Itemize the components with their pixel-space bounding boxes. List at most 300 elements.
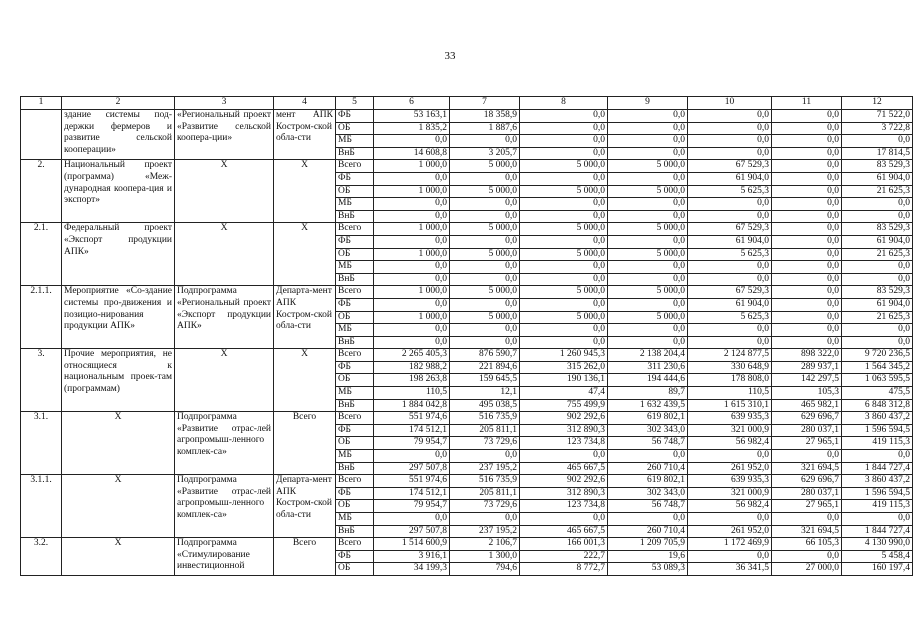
amount-cell: 0,0	[450, 336, 520, 349]
activity-name: Х	[62, 475, 175, 538]
amount-cell: 0,0	[608, 147, 688, 160]
amount-cell: 0,0	[688, 450, 772, 463]
funding-source: ВнБ	[336, 273, 374, 286]
funding-source: ОБ	[336, 500, 374, 513]
amount-cell: 0,0	[688, 513, 772, 526]
amount-cell: 5 000,0	[608, 248, 688, 261]
amount-cell: 5 000,0	[520, 160, 608, 173]
amount-cell: 0,0	[772, 160, 842, 173]
amount-cell: 261 952,0	[688, 525, 772, 538]
amount-cell: 21 625,3	[842, 311, 913, 324]
budget-table	[20, 96, 913, 576]
funding-source: ВнБ	[336, 462, 374, 475]
amount-cell: 0,0	[842, 198, 913, 211]
amount-cell: 516 735,9	[450, 412, 520, 425]
amount-cell: 260 710,4	[608, 462, 688, 475]
amount-cell: 0,0	[520, 450, 608, 463]
amount-cell: 0,0	[450, 261, 520, 274]
amount-cell: 27 965,1	[772, 500, 842, 513]
amount-cell: 2 124 877,5	[688, 349, 772, 362]
amount-cell: 21 625,3	[842, 185, 913, 198]
header-cell: 8	[520, 97, 608, 110]
amount-cell: 0,0	[520, 324, 608, 337]
amount-cell: 5 000,0	[608, 286, 688, 299]
activity-name: Национальный проект (программа) «Меж-дународная коопера-ция и экспорт»	[62, 160, 175, 223]
amount-cell: 0,0	[608, 198, 688, 211]
header-cell: 10	[688, 97, 772, 110]
amount-cell: 1 596 594,5	[842, 424, 913, 437]
amount-cell: 0,0	[520, 135, 608, 148]
amount-cell: 551 974,6	[374, 412, 450, 425]
amount-cell: 0,0	[772, 223, 842, 236]
amount-cell: 0,0	[520, 261, 608, 274]
amount-cell: 56 982,4	[688, 437, 772, 450]
funding-source: ФБ	[336, 235, 374, 248]
table-row	[21, 160, 913, 173]
row-number: 3.1.	[21, 412, 62, 475]
table-row	[21, 475, 913, 488]
amount-cell: 6 848 312,8	[842, 399, 913, 412]
activity-name: Х	[62, 538, 175, 576]
amount-cell: 0,0	[520, 122, 608, 135]
responsible-executor: Департа-мент АПК Костром-ской обла-сти	[274, 475, 336, 538]
responsible-executor: Всего	[274, 412, 336, 475]
amount-cell: 0,0	[374, 261, 450, 274]
amount-cell: 5 000,0	[520, 185, 608, 198]
amount-cell: 0,0	[520, 172, 608, 185]
row-number: 3.1.1.	[21, 475, 62, 538]
amount-cell: 56 748,7	[608, 437, 688, 450]
amount-cell: 5 625,3	[688, 185, 772, 198]
amount-cell: 205 811,1	[450, 424, 520, 437]
amount-cell: 0,0	[772, 450, 842, 463]
amount-cell: 4 130 990,0	[842, 538, 913, 551]
amount-cell: 321 000,9	[688, 487, 772, 500]
amount-cell: 67 529,3	[688, 286, 772, 299]
amount-cell: 280 037,1	[772, 424, 842, 437]
amount-cell: 5 000,0	[450, 248, 520, 261]
amount-cell: 495 038,5	[450, 399, 520, 412]
amount-cell: 289 937,1	[772, 361, 842, 374]
amount-cell: 330 648,9	[688, 361, 772, 374]
amount-cell: 174 512,1	[374, 487, 450, 500]
amount-cell: 0,0	[608, 172, 688, 185]
amount-cell: 0,0	[842, 273, 913, 286]
amount-cell: 61 904,0	[842, 235, 913, 248]
amount-cell: 419 115,3	[842, 437, 913, 450]
amount-cell: 465 667,5	[520, 525, 608, 538]
amount-cell: 619 802,1	[608, 412, 688, 425]
amount-cell: 237 195,2	[450, 525, 520, 538]
amount-cell: 27 965,1	[772, 437, 842, 450]
amount-cell: 222,7	[520, 550, 608, 563]
amount-cell: 105,3	[772, 387, 842, 400]
row-number: 2.	[21, 160, 62, 223]
amount-cell: 0,0	[374, 513, 450, 526]
funding-source: ОБ	[336, 248, 374, 261]
amount-cell: 0,0	[688, 336, 772, 349]
funding-source: ФБ	[336, 487, 374, 500]
amount-cell: 83 529,3	[842, 286, 913, 299]
amount-cell: 1 300,0	[450, 550, 520, 563]
table-row	[21, 538, 913, 551]
responsible-executor: Х	[274, 349, 336, 412]
amount-cell: 465 982,1	[772, 399, 842, 412]
amount-cell: 3 860 437,2	[842, 412, 913, 425]
funding-source: ФБ	[336, 172, 374, 185]
funding-source: ВнБ	[336, 399, 374, 412]
amount-cell: 0,0	[450, 513, 520, 526]
amount-cell: 0,0	[772, 185, 842, 198]
responsible-executor: Департа-мент АПК Костром-ской обла-сти	[274, 286, 336, 349]
funding-source: ОБ	[336, 122, 374, 135]
program-name: Х	[175, 349, 274, 412]
amount-cell: 0,0	[374, 298, 450, 311]
amount-cell: 0,0	[608, 513, 688, 526]
table-row	[21, 349, 913, 362]
amount-cell: 312 890,3	[520, 487, 608, 500]
amount-cell: 67 529,3	[688, 223, 772, 236]
amount-cell: 260 710,4	[608, 525, 688, 538]
amount-cell: 0,0	[772, 210, 842, 223]
amount-cell: 0,0	[772, 135, 842, 148]
amount-cell: 1 000,0	[374, 286, 450, 299]
amount-cell: 629 696,7	[772, 412, 842, 425]
amount-cell: 14 608,8	[374, 147, 450, 160]
amount-cell: 0,0	[374, 450, 450, 463]
header-cell: 5	[336, 97, 374, 110]
amount-cell: 321 000,9	[688, 424, 772, 437]
funding-source: ВнБ	[336, 210, 374, 223]
amount-cell: 5 000,0	[608, 223, 688, 236]
amount-cell: 755 499,9	[520, 399, 608, 412]
amount-cell: 0,0	[688, 147, 772, 160]
amount-cell: 0,0	[450, 135, 520, 148]
amount-cell: 0,0	[608, 450, 688, 463]
amount-cell: 475,5	[842, 387, 913, 400]
amount-cell: 321 694,5	[772, 462, 842, 475]
amount-cell: 315 262,0	[520, 361, 608, 374]
amount-cell: 0,0	[772, 147, 842, 160]
amount-cell: 27 000,0	[772, 563, 842, 576]
amount-cell: 0,0	[772, 286, 842, 299]
amount-cell: 83 529,3	[842, 223, 913, 236]
amount-cell: 66 105,3	[772, 538, 842, 551]
amount-cell: 0,0	[688, 550, 772, 563]
amount-cell: 237 195,2	[450, 462, 520, 475]
funding-source: ФБ	[336, 298, 374, 311]
amount-cell: 0,0	[842, 450, 913, 463]
amount-cell: 0,0	[842, 135, 913, 148]
amount-cell: 1 596 594,5	[842, 487, 913, 500]
amount-cell: 79 954,7	[374, 500, 450, 513]
amount-cell: 1 172 469,9	[688, 538, 772, 551]
amount-cell: 0,0	[374, 235, 450, 248]
amount-cell: 1 000,0	[374, 311, 450, 324]
responsible-executor: Х	[274, 160, 336, 223]
amount-cell: 902 292,6	[520, 412, 608, 425]
amount-cell: 0,0	[772, 248, 842, 261]
row-number: 3.	[21, 349, 62, 412]
header-cell: 7	[450, 97, 520, 110]
amount-cell: 159 645,5	[450, 374, 520, 387]
amount-cell: 0,0	[520, 198, 608, 211]
amount-cell: 19,6	[608, 550, 688, 563]
header-cell: 6	[374, 97, 450, 110]
amount-cell: 8 772,7	[520, 563, 608, 576]
amount-cell: 0,0	[772, 336, 842, 349]
funding-source: МБ	[336, 387, 374, 400]
amount-cell: 0,0	[374, 273, 450, 286]
table-row	[21, 223, 913, 236]
funding-source: ОБ	[336, 563, 374, 576]
funding-source: ОБ	[336, 311, 374, 324]
amount-cell: 110,5	[374, 387, 450, 400]
program-name: Подпрограмма «Стимулирование инвестиционной	[175, 538, 274, 576]
amount-cell: 0,0	[772, 198, 842, 211]
amount-cell: 1 000,0	[374, 160, 450, 173]
amount-cell: 0,0	[772, 324, 842, 337]
amount-cell: 0,0	[772, 311, 842, 324]
amount-cell: 47,4	[520, 387, 608, 400]
funding-source: ВнБ	[336, 336, 374, 349]
amount-cell: 1 615 310,1	[688, 399, 772, 412]
amount-cell: 5 458,4	[842, 550, 913, 563]
amount-cell: 261 952,0	[688, 462, 772, 475]
amount-cell: 61 904,0	[688, 298, 772, 311]
amount-cell: 0,0	[608, 110, 688, 123]
amount-cell: 205 811,1	[450, 487, 520, 500]
amount-cell: 1 835,2	[374, 122, 450, 135]
amount-cell: 1 564 345,2	[842, 361, 913, 374]
funding-source: МБ	[336, 450, 374, 463]
amount-cell: 5 000,0	[608, 311, 688, 324]
amount-cell: 67 529,3	[688, 160, 772, 173]
header-cell: 3	[175, 97, 274, 110]
funding-source: ВнБ	[336, 525, 374, 538]
amount-cell: 18 358,9	[450, 110, 520, 123]
amount-cell: 0,0	[688, 210, 772, 223]
amount-cell: 0,0	[772, 298, 842, 311]
amount-cell: 0,0	[772, 172, 842, 185]
amount-cell: 5 000,0	[520, 223, 608, 236]
amount-cell: 83 529,3	[842, 160, 913, 173]
amount-cell: 61 904,0	[688, 172, 772, 185]
amount-cell: 0,0	[520, 235, 608, 248]
amount-cell: 302 343,0	[608, 487, 688, 500]
amount-cell: 56 748,7	[608, 500, 688, 513]
amount-cell: 1 000,0	[374, 248, 450, 261]
amount-cell: 1 844 727,4	[842, 525, 913, 538]
amount-cell: 0,0	[520, 513, 608, 526]
amount-cell: 12,1	[450, 387, 520, 400]
amount-cell: 5 625,3	[688, 311, 772, 324]
amount-cell: 0,0	[374, 336, 450, 349]
amount-cell: 1 209 705,9	[608, 538, 688, 551]
amount-cell: 5 000,0	[608, 160, 688, 173]
amount-cell: 3 916,1	[374, 550, 450, 563]
amount-cell: 0,0	[374, 210, 450, 223]
amount-cell: 321 694,5	[772, 525, 842, 538]
amount-cell: 9 720 236,5	[842, 349, 913, 362]
amount-cell: 0,0	[608, 122, 688, 135]
amount-cell: 0,0	[608, 324, 688, 337]
amount-cell: 73 729,6	[450, 500, 520, 513]
responsible-executor: Х	[274, 223, 336, 286]
page-number: 33	[444, 50, 456, 62]
activity-name: Х	[62, 412, 175, 475]
amount-cell: 1 887,6	[450, 122, 520, 135]
amount-cell: 3 722,8	[842, 122, 913, 135]
amount-cell: 0,0	[842, 261, 913, 274]
amount-cell: 0,0	[842, 324, 913, 337]
amount-cell: 0,0	[772, 235, 842, 248]
amount-cell: 182 988,2	[374, 361, 450, 374]
amount-cell: 17 814,5	[842, 147, 913, 160]
amount-cell: 1 884 042,8	[374, 399, 450, 412]
header-cell: 11	[772, 97, 842, 110]
header-cell: 1	[21, 97, 62, 110]
amount-cell: 0,0	[688, 110, 772, 123]
amount-cell: 0,0	[520, 110, 608, 123]
table-row	[21, 110, 913, 123]
amount-cell: 123 734,8	[520, 437, 608, 450]
amount-cell: 898 322,0	[772, 349, 842, 362]
amount-cell: 0,0	[842, 210, 913, 223]
amount-cell: 221 894,6	[450, 361, 520, 374]
table-body	[21, 97, 913, 576]
amount-cell: 0,0	[688, 122, 772, 135]
amount-cell: 516 735,9	[450, 475, 520, 488]
amount-cell: 53 089,3	[608, 563, 688, 576]
funding-source: ОБ	[336, 374, 374, 387]
row-number: 2.1.	[21, 223, 62, 286]
activity-name: Федеральный проект «Экспорт продукции АПК»	[62, 223, 175, 286]
amount-cell: 0,0	[520, 210, 608, 223]
amount-cell: 5 000,0	[450, 311, 520, 324]
amount-cell: 53 163,1	[374, 110, 450, 123]
amount-cell: 0,0	[374, 172, 450, 185]
program-name: Подпрограмма «Развитие отрас-лей агропромыш-ленного комплек-са»	[175, 475, 274, 538]
amount-cell: 0,0	[608, 210, 688, 223]
amount-cell: 0,0	[772, 122, 842, 135]
funding-source: МБ	[336, 261, 374, 274]
amount-cell: 5 000,0	[520, 248, 608, 261]
program-name: Подпрограмма «Региональный проект «Экспорт продукции АПК»	[175, 286, 274, 349]
amount-cell: 5 000,0	[520, 286, 608, 299]
amount-cell: 178 808,0	[688, 374, 772, 387]
amount-cell: 3 860 437,2	[842, 475, 913, 488]
amount-cell: 0,0	[450, 450, 520, 463]
amount-cell: 0,0	[772, 273, 842, 286]
amount-cell: 0,0	[450, 198, 520, 211]
amount-cell: 902 292,6	[520, 475, 608, 488]
amount-cell: 0,0	[450, 324, 520, 337]
amount-cell: 0,0	[842, 336, 913, 349]
amount-cell: 0,0	[374, 198, 450, 211]
table-row	[21, 286, 913, 299]
amount-cell: 1 000,0	[374, 185, 450, 198]
amount-cell: 0,0	[608, 336, 688, 349]
amount-cell: 280 037,1	[772, 487, 842, 500]
amount-cell: 876 590,7	[450, 349, 520, 362]
amount-cell: 0,0	[842, 513, 913, 526]
program-name: Подпрограмма «Развитие отрас-лей агропромыш-ленного комплек-са»	[175, 412, 274, 475]
amount-cell: 794,6	[450, 563, 520, 576]
amount-cell: 110,5	[688, 387, 772, 400]
amount-cell: 297 507,8	[374, 462, 450, 475]
row-number: 3.2.	[21, 538, 62, 576]
amount-cell: 1 063 595,5	[842, 374, 913, 387]
program-name: Х	[175, 223, 274, 286]
amount-cell: 0,0	[688, 324, 772, 337]
amount-cell: 5 000,0	[608, 185, 688, 198]
program-name: «Региональный проект «Развитие сельской коопера-ции»	[175, 110, 274, 160]
header-cell: 4	[274, 97, 336, 110]
program-name: Х	[175, 160, 274, 223]
amount-cell: 0,0	[772, 110, 842, 123]
amount-cell: 0,0	[608, 273, 688, 286]
header-cell: 9	[608, 97, 688, 110]
responsible-executor: мент АПК Костром-ской обла-сти	[274, 110, 336, 160]
amount-cell: 198 263,8	[374, 374, 450, 387]
amount-cell: 36 341,5	[688, 563, 772, 576]
funding-source: Всего	[336, 349, 374, 362]
amount-cell: 0,0	[688, 273, 772, 286]
amount-cell: 56 982,4	[688, 500, 772, 513]
amount-cell: 142 297,5	[772, 374, 842, 387]
amount-cell: 2 138 204,4	[608, 349, 688, 362]
amount-cell: 5 000,0	[450, 223, 520, 236]
amount-cell: 5 000,0	[450, 160, 520, 173]
funding-source: ФБ	[336, 110, 374, 123]
responsible-executor: Всего	[274, 538, 336, 576]
funding-source: ФБ	[336, 361, 374, 374]
header-cell: 2	[62, 97, 175, 110]
amount-cell: 0,0	[450, 298, 520, 311]
amount-cell: 0,0	[608, 235, 688, 248]
funding-source: Всего	[336, 475, 374, 488]
amount-cell: 1 844 727,4	[842, 462, 913, 475]
amount-cell: 5 000,0	[520, 311, 608, 324]
amount-cell: 0,0	[772, 261, 842, 274]
amount-cell: 21 625,3	[842, 248, 913, 261]
amount-cell: 0,0	[608, 261, 688, 274]
amount-cell: 89,7	[608, 387, 688, 400]
amount-cell: 629 696,7	[772, 475, 842, 488]
funding-source: ФБ	[336, 424, 374, 437]
amount-cell: 194 444,6	[608, 374, 688, 387]
row-number: 2.1.1.	[21, 286, 62, 349]
amount-cell: 123 734,8	[520, 500, 608, 513]
amount-cell: 0,0	[608, 298, 688, 311]
amount-cell: 551 974,6	[374, 475, 450, 488]
amount-cell: 0,0	[520, 147, 608, 160]
amount-cell: 190 136,1	[520, 374, 608, 387]
amount-cell: 0,0	[688, 261, 772, 274]
amount-cell: 0,0	[688, 135, 772, 148]
funding-source: МБ	[336, 324, 374, 337]
amount-cell: 61 904,0	[842, 298, 913, 311]
funding-source: Всего	[336, 160, 374, 173]
amount-cell: 5 625,3	[688, 248, 772, 261]
amount-cell: 166 001,3	[520, 538, 608, 551]
amount-cell: 0,0	[450, 172, 520, 185]
amount-cell: 639 935,3	[688, 412, 772, 425]
amount-cell: 639 935,3	[688, 475, 772, 488]
funding-source: Всего	[336, 538, 374, 551]
funding-source: МБ	[336, 513, 374, 526]
